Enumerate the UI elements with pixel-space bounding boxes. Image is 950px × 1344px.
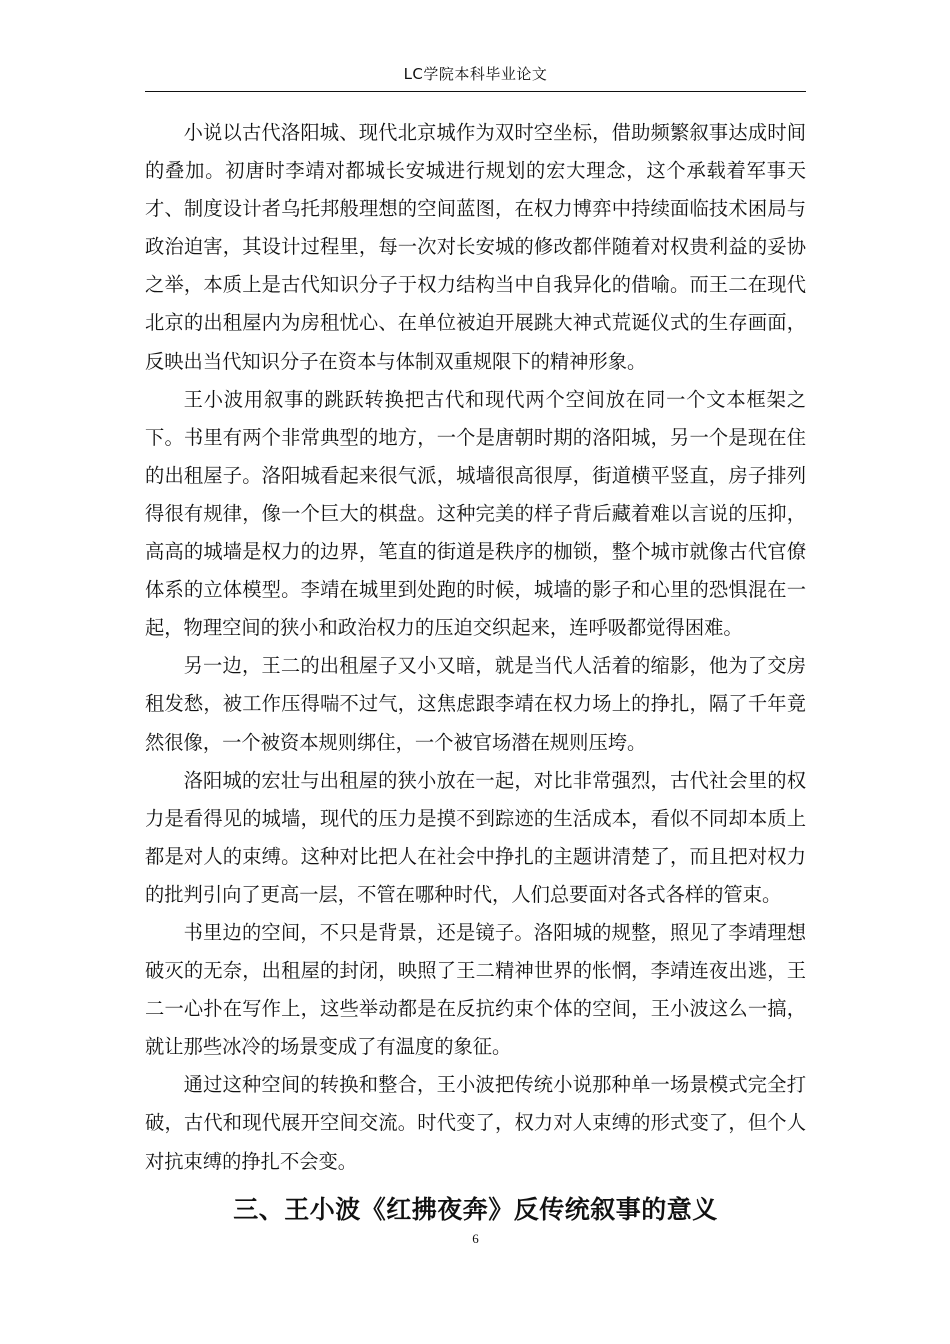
page-number: 6 xyxy=(472,1231,479,1246)
paragraph-5: 书里边的空间，不只是背景，还是镜子。洛阳城的规整，照见了李靖理想破灭的无奈，出租屋的封闭，映照了王二精神世界的怅惘，李靖连夜出逃，王二一心扑在写作上，这些举动都是在反抗约束个体的空间，王小波这么一搞，就让那些冰冷的场景变成了有温度的象征。 xyxy=(145,920,806,1059)
paragraph-3: 另一边，王二的出租屋子又小又暗，就是当代人活着的缩影，他为了交房租发愁，被工作压得喘不过气，这焦虑跟李靖在权力场上的挣扎，隔了千年竟然很像，一个被资本规则绑住，一个被官场潜在规则压垮。 xyxy=(145,654,806,754)
body-text xyxy=(145,114,806,1181)
page-header-title: LC学院本科毕业论文 xyxy=(403,65,548,83)
paragraph-4: 洛阳城的宏壮与出租屋的狭小放在一起，对比非常强烈，古代社会里的权力是看得见的城墙，现代的压力是摸不到踪迹的生活成本，看似不同却本质上都是对人的束缚。这种对比把人在社会中挣扎的主题讲清楚了，而且把对权力的批判引向了更高一层，不管在哪种时代，人们总要面对各式各样的管束。 xyxy=(145,768,806,906)
section-heading: 三、王小波《红拂夜奔》反传统叙事的意义 xyxy=(233,1195,718,1224)
paragraph-1: 小说以古代洛阳城、现代北京城作为双时空坐标，借助频繁叙事达成时间的叠加。初唐时李靖对都城长安城进行规划的宏大理念，这个承载着军事天才、制度设计者乌托邦般理想的空间蓝图，在权力博弈中持续面临技术困局与政治迫害，其设计过程里，每一次对长安城的修改都伴随着对权贵利益的妥协之举，本质上是古代知识分子于权力结构当中自我异化的借喻。而王二在现代北京的出租屋内为房租忧心、在单位被迫开展跳大神式荒诞仪式的生存画面，反映出当代知识分子在资本与体制双重规限下的精神形象。 xyxy=(145,121,806,373)
paragraph-6: 通过这种空间的转换和整合，王小波把传统小说那种单一场景模式完全打破，古代和现代展开空间交流。时代变了，权力对人束缚的形式变了，但个人对抗束缚的挣扎不会变。 xyxy=(145,1073,806,1173)
header-divider xyxy=(145,91,806,92)
paragraph-2: 王小波用叙事的跳跃转换把古代和现代两个空间放在同一个文本框架之下。书里有两个非常典型的地方，一个是唐朝时期的洛阳城，另一个是现在住的出租屋子。洛阳城看起来很气派，城墙很高很厚，街道横平竖直，房子排列得很有规律，像一个巨大的棋盘。这种完美的样子背后藏着难以言说的压抑，高高的城墙是权力的边界，笔直的街道是秩序的枷锁，整个城市就像古代官僚体系的立体模型。李靖在城里到处跑的时候，城墙的影子和心里的恐惧混在一起，物理空间的狭小和政治权力的压迫交织起来，连呼吸都觉得困难。 xyxy=(145,387,806,640)
